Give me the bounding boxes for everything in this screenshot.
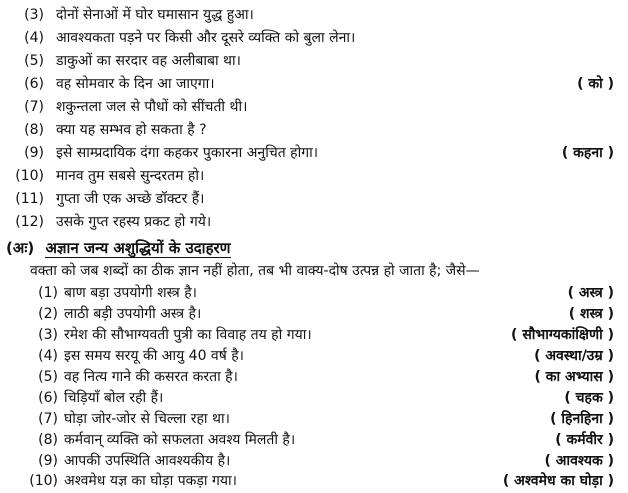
item-sentence: आवश्यकता पड़ने पर किसी और दूसरे व्यक्ति को बुला लेना।: [56, 30, 356, 46]
item-sentence: रमेश की सौभाग्यवती पुत्री का विवाह तय हो गया।: [64, 327, 312, 343]
item-number: (1): [38, 285, 58, 301]
item-sentence: वह नित्य गाने की कसरत करता है।: [64, 369, 238, 385]
item-number: (10): [15, 168, 44, 184]
item-correction: ( का अभ्यास ): [534, 369, 614, 385]
list-item: [0, 96, 628, 119]
item-sentence: अश्वमेध यज्ञ का घोड़ा पकड़ा गया।: [64, 473, 237, 489]
item-correction: ( शस्त्र ): [568, 306, 614, 322]
list-item: [0, 211, 628, 234]
list-item: [0, 4, 628, 27]
list-item: [0, 282, 628, 305]
list-item: [0, 165, 628, 188]
item-sentence: वह सोमवार के दिन आ जाएगा।: [56, 76, 215, 92]
item-number: (3): [24, 7, 44, 23]
item-number: (2): [38, 306, 58, 322]
item-sentence: बाण बड़ा उपयोगी शस्त्र है।: [64, 285, 197, 301]
list-item: [0, 188, 628, 211]
item-number: (5): [38, 369, 58, 385]
item-number: (7): [24, 99, 44, 115]
item-number: (8): [24, 122, 44, 138]
item-sentence: आपकी उपस्थिति आवश्यकीय है।: [64, 453, 231, 469]
section-heading: [6, 236, 231, 260]
item-sentence: उसके गुप्त रहस्य प्रकट हो गये।: [56, 214, 212, 230]
list-item: [0, 303, 628, 326]
item-sentence: क्या यह सम्भव हो सकता है ?: [56, 122, 207, 138]
item-correction: ( को ): [577, 76, 614, 92]
item-correction: ( अस्त्र ): [567, 285, 614, 301]
item-sentence: इस समय सरयू की आयु 40 वर्ष है।: [64, 348, 244, 364]
item-correction: ( हिनहिना ): [550, 411, 614, 427]
item-number: (7): [38, 411, 58, 427]
item-number: (9): [38, 453, 58, 469]
item-correction: ( सौभाग्यकांक्षिणी ): [511, 327, 614, 343]
list-item: [0, 27, 628, 50]
item-sentence: लाठी बड़ी उपयोगी अस्त्र है।: [64, 306, 202, 322]
item-number: (11): [15, 191, 44, 207]
list-item: [0, 142, 628, 165]
item-sentence: गुप्ता जी एक अच्छे डॉक्टर हैं।: [56, 191, 205, 207]
list-item: [0, 73, 628, 96]
item-number: (6): [24, 76, 44, 92]
item-correction: ( अवस्था/उम्र ): [534, 348, 614, 364]
item-number: (6): [38, 390, 58, 406]
list-item: [0, 324, 628, 347]
list-item: [0, 50, 628, 73]
item-sentence: चिड़ियाँ बोल रही हैं।: [64, 390, 164, 406]
item-number: (8): [38, 432, 58, 448]
item-number: (9): [24, 145, 44, 161]
item-sentence: घोड़ा जोर-जोर से चिल्ला रहा था।: [64, 411, 230, 427]
list-item: [0, 345, 628, 368]
list-item: [0, 470, 628, 493]
item-number: (12): [15, 214, 44, 230]
item-correction: ( आवश्यक ): [544, 453, 614, 469]
item-sentence: इसे साम्प्रदायिक दंगा कहकर पुकारना अनुचित होगा।: [56, 145, 319, 161]
item-number: (5): [24, 53, 44, 69]
item-sentence: शकुन्तला जल से पौधों को सींचती थी।: [56, 99, 248, 115]
section-intro: वक्ता को जब शब्दों का ठीक ज्ञान नहीं होता, तब भी वाक्य-दोष उत्पन्न हो जाता है; जैसे—: [30, 263, 480, 279]
item-correction: ( चहक ): [564, 390, 614, 406]
item-sentence: दोनों सेनाओं में घोर घमासान युद्ध हुआ।: [56, 7, 254, 23]
item-number: (4): [38, 348, 58, 364]
item-sentence: मानव तुम सबसे सुन्दरतम हो।: [56, 168, 205, 184]
item-correction: ( अश्वमेध का घोड़ा ): [502, 473, 614, 489]
item-correction: ( कर्मवीर ): [555, 432, 614, 448]
item-number: (10): [29, 473, 58, 489]
list-item: [0, 387, 628, 410]
item-correction: ( कहना ): [561, 145, 614, 161]
item-number: (3): [38, 327, 58, 343]
list-item: [0, 408, 628, 431]
list-item: [0, 366, 628, 389]
section-title: अज्ञान जन्य अशुद्धियों के उदाहरण: [45, 239, 231, 257]
item-sentence: कर्मवान् व्यक्ति को सफलता अवश्य मिलती है।: [64, 432, 296, 448]
list-item: [0, 429, 628, 452]
item-sentence: डाकुओं का सरदार वह अलीबाबा था।: [56, 53, 241, 69]
list-item: [0, 119, 628, 142]
item-number: (4): [24, 30, 44, 46]
section-marker: (अः): [6, 239, 35, 257]
